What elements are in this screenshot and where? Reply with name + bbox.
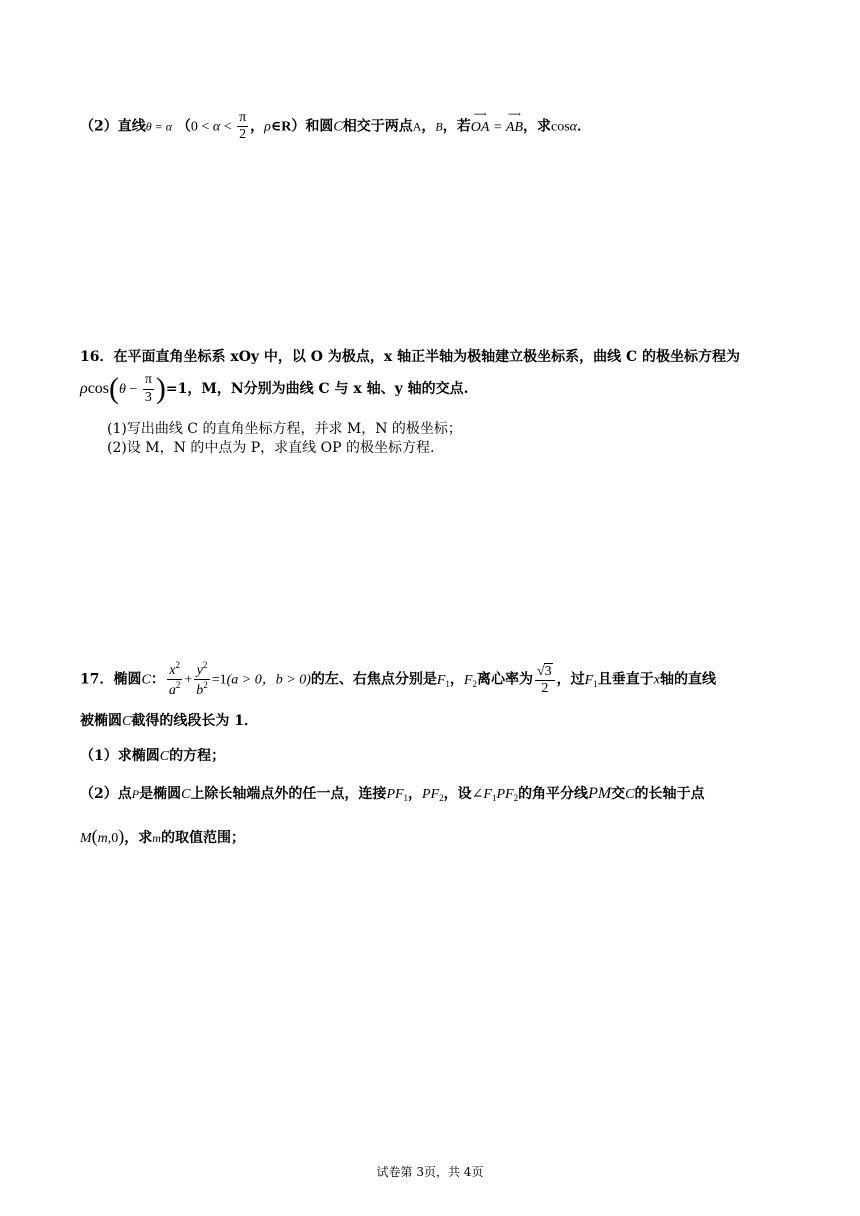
q17-part2-f: 交 (611, 786, 626, 802)
q16-subquestion-1: (1)写出曲线 C 的直角坐标方程，并求 M，N 的极坐标； (107, 421, 462, 437)
sqrt3-over-2: $\frac{√3}{2}$ (535, 663, 555, 697)
q17-text-eccentricity: 离心率为 (476, 671, 533, 688)
q17-lead: 17．椭圆 (80, 671, 142, 688)
q17-part1: （1）求椭圆C的方程； (80, 748, 226, 764)
comma: ， (250, 118, 265, 135)
q17-part1-b: 的方程； (169, 748, 226, 764)
q17-line1: 17．椭圆C： $\frac{x^2}{a^2}$ + $\frac{y^2}{b^2}$ =1(a > 0，b > 0)的左、右焦点分别是$F_1$，$F_2$离心率为 $\frac{√3}{2}$ ，过$F_1$且垂直于x轴的直线 (80, 660, 716, 699)
q17-part2-cont: M(m,0)，求m的取值范围； (80, 826, 245, 846)
text-find: ，求 (523, 118, 551, 135)
q17-text-line: 轴的直线 (659, 671, 716, 688)
x2-over-a2: $\frac{x^2}{a^2}$ (168, 660, 181, 699)
q17-line2-b: 截得的线段长为 1． (131, 713, 258, 729)
y2-over-b2: $\frac{y^2}{b^2}$ (196, 660, 208, 699)
q17-part2: （2）点P是椭圆C上除长轴端点外的任一点，连接$PF_1$，$PF_2$，设$\angle F_1PF_2$的角平分线PM交C的长轴于点 (80, 785, 705, 803)
q17-line2-a: 被椭圆 (80, 713, 122, 729)
q17-part1-a: （1）求椭圆 (80, 748, 160, 764)
q17-part2-e: 的角平分线 (518, 786, 589, 802)
colon: ： (150, 671, 165, 688)
text-intersect: 相交于两点 (342, 118, 413, 135)
q17-part2-a: （2）点 (80, 786, 132, 802)
q17-part2-i: 的取值范围； (160, 830, 245, 846)
q17-part2-b: 是椭圆 (139, 786, 182, 802)
q16-equation-line: ρcos(θ − $\frac{\pi}{3}$ )=1，M，N分别为曲线 C 与 x 轴、y 轴的交点. (80, 372, 469, 405)
q15-part2: （2）直线θ = α （0 < α < $\frac{\pi}{2}$ ，ρ∈R）和圆C相交于两点A，B，若⟶ OA = ⟶ AB，求cosα． (80, 110, 591, 143)
q17-part2-g: 的长轴于点 (634, 786, 705, 802)
pi-over-3-fraction: $\frac{\pi}{3}$ (144, 372, 152, 405)
q16-eq-tail: =1，M，N分别为曲线 C 与 x 轴、y 轴的交点. (165, 381, 469, 397)
q17-text-foci: 的左、右焦点分别是 (310, 671, 437, 688)
q17-line2: 被椭圆C截得的线段长为 1． (80, 713, 258, 729)
q17-part2-c: 上除长轴端点外的任一点，连接 (190, 786, 387, 802)
pi-over-2-fraction: $\frac{\pi}{2}$ (239, 110, 247, 143)
q17-text-perp: 且垂直于 (597, 671, 654, 688)
q17-part2-h: ，求 (124, 830, 153, 846)
comma-2: ， (421, 118, 436, 135)
page-footer: 试卷第 3页，共 4页 (376, 1165, 484, 1179)
q15-part2-label: （2）直线 (80, 118, 146, 135)
text-if: ，若 (442, 118, 471, 135)
point-b: B (435, 119, 443, 134)
paren-open: （ (176, 118, 191, 135)
period: ． (577, 118, 592, 135)
q16-line1: 16．在平面直角坐标系 xOy 中，以 O 为极点，x 轴正半轴为极轴建立极坐标系，曲线 C 的极坐标方程为 (80, 349, 740, 365)
q16-subquestion-2: (2)设 M，N 的中点为 P，求直线 OP 的极坐标方程. (107, 440, 435, 456)
q17-part2-d: ，设 (443, 786, 472, 802)
text-and-circle: ）和圆 (291, 118, 334, 135)
q17-text-through: ，过 (556, 671, 585, 688)
ellipse-condition: (a > 0，b > 0) (226, 672, 311, 688)
point-a: A (412, 119, 422, 134)
